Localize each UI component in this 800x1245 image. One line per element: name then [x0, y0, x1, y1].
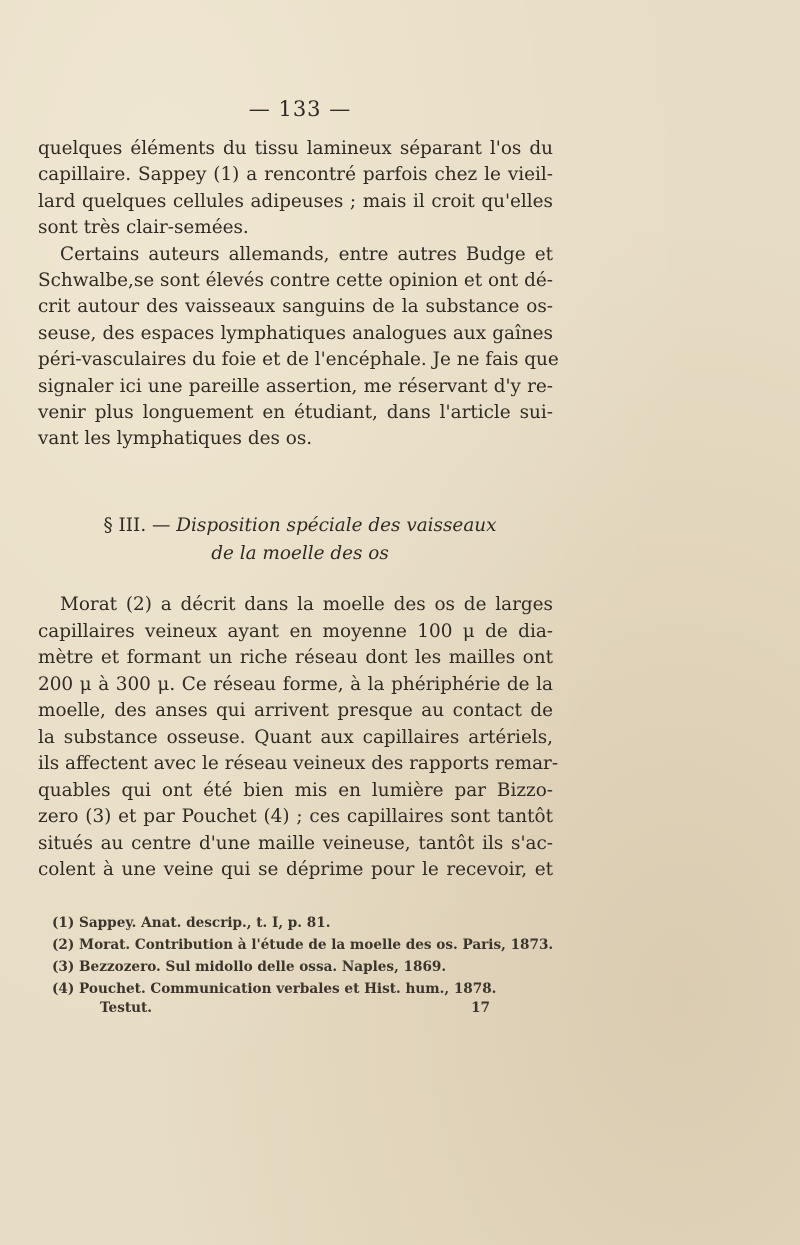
text-line: capillaire. Sappey (1) a rencontré parfois chez le vieil-: [38, 164, 553, 186]
signature-sheet-number: 17: [471, 1000, 490, 1016]
text-line: 200 μ à 300 μ. Ce réseau forme, à la phériphérie de la: [38, 673, 553, 695]
text-line: vant les lymphatiques des os.: [38, 428, 313, 450]
section-title-continued: de la moelle des os: [211, 543, 389, 564]
paragraph-2: [38, 242, 559, 453]
text-line: mètre et formant un riche réseau dont les mailles ont: [38, 647, 553, 668]
text-line: crit autour des vaisseaux sanguins de la substance os-: [38, 296, 553, 318]
text-line: Morat (2) a décrit dans la moelle des os de larges: [60, 594, 553, 615]
text-block-top: [38, 136, 559, 453]
paragraph-1: [38, 136, 553, 242]
text-line: quelques éléments du tissu lamineux séparant l'os du: [38, 138, 553, 159]
section-number: § III. —: [103, 515, 171, 536]
footnotes: [52, 912, 554, 1000]
text-line: Certains auteurs allemands, entre autres Budge et: [60, 243, 553, 265]
signature-author: Testut.: [100, 1000, 153, 1016]
footnote: (3) Bezzozero. Sul midollo delle ossa. Naples, 1869.: [52, 959, 447, 975]
footnote: (1) Sappey. Anat. descrip., t. I, p. 81.: [52, 915, 331, 931]
text-line: quables qui ont été bien mis en lumière par Bizzo-: [38, 779, 553, 801]
section-heading-line-1: [0, 512, 600, 540]
footnote: (2) Morat. Contribution à l'étude de la moelle des os. Paris, 1873.: [52, 937, 554, 953]
text-line: sont très clair-semées.: [38, 217, 249, 239]
text-line: venir plus longuement en étudiant, dans l'article sui-: [38, 402, 553, 424]
text-line: signaler ici une pareille assertion, me réservant d'y re-: [38, 375, 553, 397]
section-heading: [0, 512, 600, 568]
paragraph-3: [38, 592, 559, 884]
footnote: (4) Pouchet. Communication verbales et Hist. hum., 1878.: [52, 981, 497, 997]
text-line: moelle, des anses qui arrivent presque au contact de: [38, 700, 553, 721]
text-line: situés au centre d'une maille veineuse, tantôt ils s'ac-: [38, 832, 553, 854]
text-line: zero (3) et par Pouchet (4) ; ces capillaires sont tantôt: [38, 806, 553, 827]
text-line: Schwalbe,se sont élevés contre cette opinion et ont dé-: [38, 270, 553, 292]
section-title: Disposition spéciale des vaisseaux: [176, 515, 497, 536]
text-line: ils affectent avec le réseau veineux des rapports remar-: [38, 753, 559, 774]
text-line: colent à une veine qui se déprime pour le recevoir, et: [38, 859, 553, 880]
text-line: péri-vasculaires du foie et de l'encéphale. Je ne fais que: [38, 349, 559, 371]
text-line: lard quelques cellules adipeuses ; mais il croit qu'elles: [38, 190, 553, 212]
text-line: capillaires veineux ayant en moyenne 100 μ de dia-: [38, 620, 553, 642]
text-line: la substance osseuse. Quant aux capillaires artériels,: [38, 726, 553, 748]
text-block-bottom: [38, 592, 559, 884]
text-line: seuse, des espaces lymphatiques analogues aux gaînes: [38, 322, 553, 344]
page-number: — 133 —: [248, 97, 352, 121]
